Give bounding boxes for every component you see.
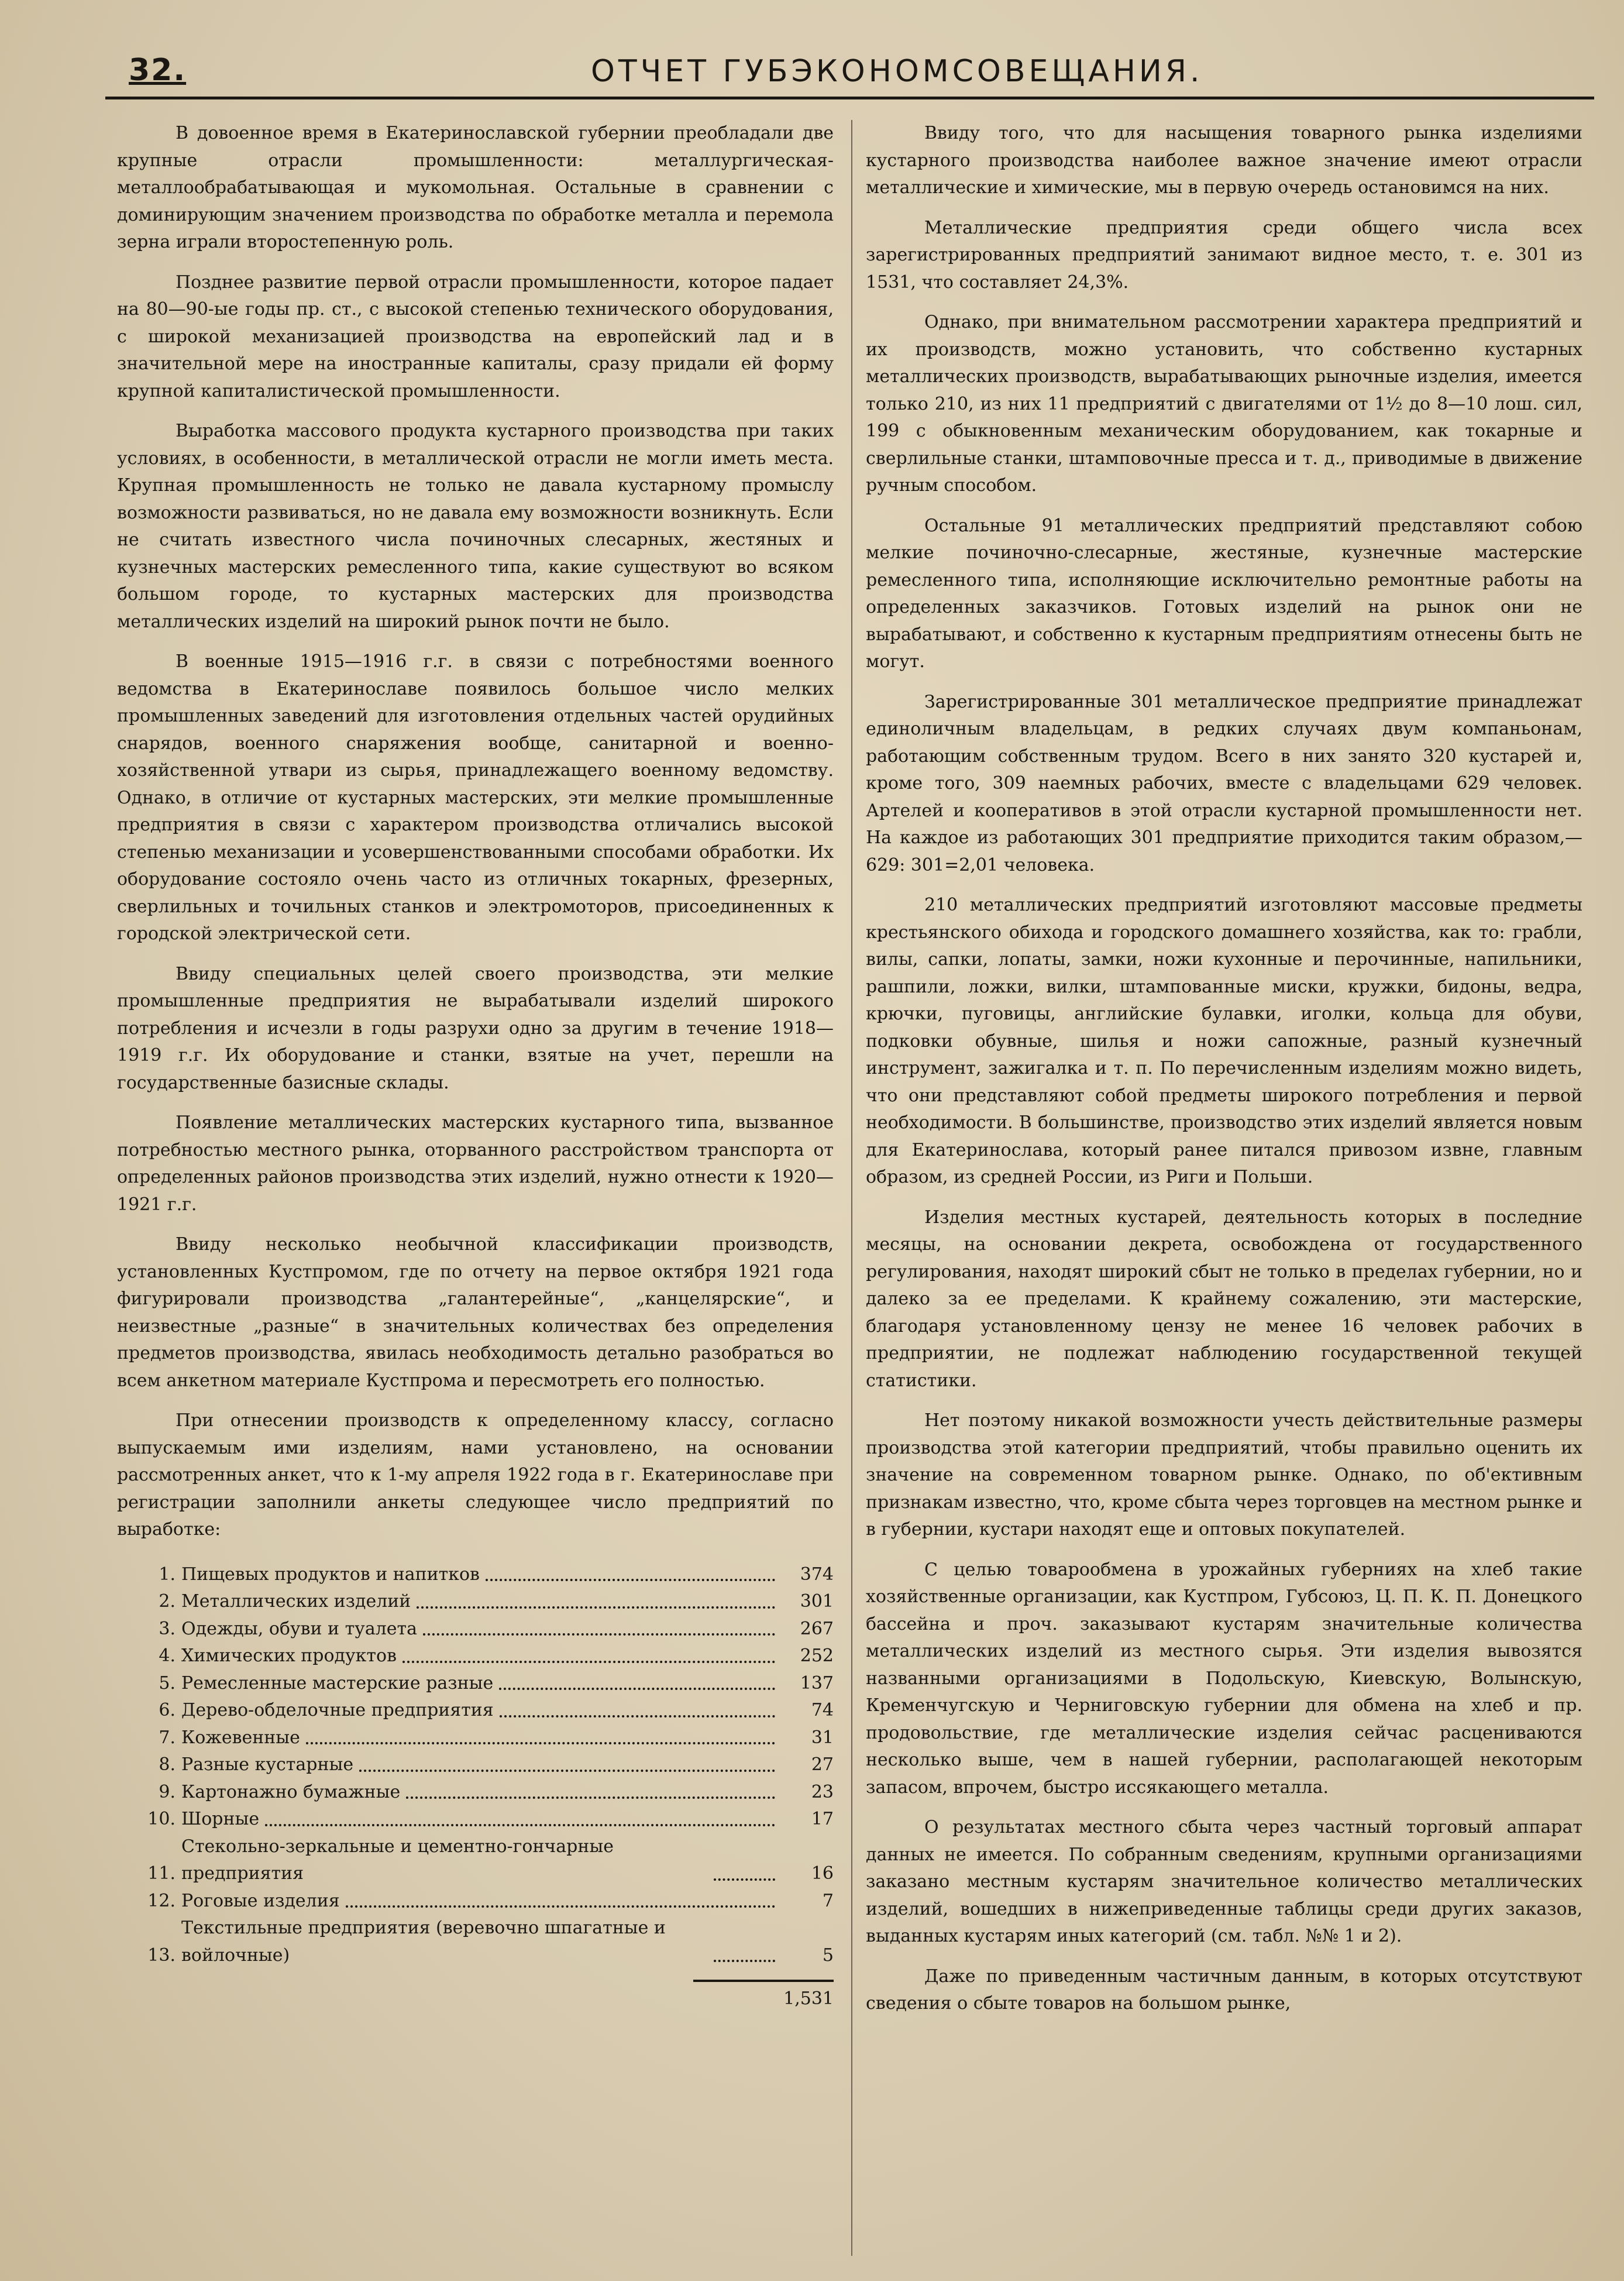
item-count: 31 (811, 1727, 834, 1748)
paragraph: Даже по приведенным частичным данным, в которых отсутствуют сведения о сбыте товаров на большом рынке, (866, 1966, 1582, 2014)
paragraph: 210 металлических предприятий изготовляют массовые предметы крестьянского обихода и городского домашнего хозяйства, как то: грабли, вилы, сапки, лопаты, замки, ножи кухонные и перочинные, напильники, рашпили, ложки, вилки, штампованные миски, кружки, бидоны, ведра, крючки, пуговицы, английские булавки, иголки, кольца для обуви, подковки обувные, шилья и ножи сапожные, разный кузнечный инструмент, зажигалка и т. п. По перечисленным изделиям можно видеть, что они представляют собой предметы широкого потребления и первой необходимости. В большинстве, производство этих изделий является новым для Екатеринослава, который ранее питался привозом извне, главным образом, из средней России, из Риги и Польши. (866, 895, 1582, 1187)
header-rule (105, 97, 1594, 99)
list-item (117, 1751, 834, 1779)
item-number: 3. (159, 1618, 176, 1639)
paragraph: Ввиду того, что для насыщения товарного рынка изделиями кустарного производства наиболее важное значение имеют отрасли металлические и химические, мы в первую очередь остановимся на них. (866, 123, 1582, 198)
list-item (117, 1725, 834, 1752)
item-count: 267 (800, 1618, 834, 1639)
dot-leader (714, 1960, 775, 1962)
item-number: 9. (159, 1781, 176, 1802)
list-item (117, 1670, 834, 1698)
item-name: Одежды, обуви и туалета (181, 1618, 417, 1639)
item-number: 13. (147, 1945, 176, 1966)
list-item (117, 1806, 834, 1833)
list-item (117, 1561, 834, 1589)
item-count: 17 (811, 1809, 834, 1829)
paragraph: В довоенное время в Екатеринославской губернии преобладали две крупные отрасли промышленности: металлургическая-металлообрабатывающая и мукомольная. Остальные в сравнении с доминирующим значением производства по обработке металла и перемола зерна играли второстепенную роль. (117, 123, 834, 252)
item-name: Пищевых продуктов и напитков (181, 1564, 480, 1585)
running-title: ОТЧЕТ ГУБЭКОНОМСОВЕЩАНИЯ. (591, 54, 1203, 89)
dot-leader (486, 1579, 775, 1581)
paragraph: С целью товарообмена в урожайных губерниях на хлеб такие хозяйственные организации, как Кустпром, Губсоюз, Ц. П. К. П. Донецкого бассейна и проч. заказывают кустарям значительные количества металлических изделий из местного сырья. Эти изделия вывозятся названными организациями в Подольскую, Киевскую, Волынскую, Кременчугскую и Черниговскую губернии для обмена на хлеб и пр. продовольствие, где металлические изделия сейчас расцениваются несколько выше, чем в нашей губернии, располагающей некоторым запасом, впрочем, быстро иссякающего металла. (866, 1559, 1582, 1798)
column-divider (851, 120, 852, 2256)
paragraph: Появление металлических мастерских кустарного типа, вызванное потребностью местного рынка, оторванного расстройством транспорта от определенных районов производства этих изделий, нужно отнести к 1920—1921 г.г. (117, 1112, 834, 1215)
item-number: 7. (159, 1727, 176, 1748)
item-name: Металлических изделий (181, 1591, 411, 1612)
dot-leader (265, 1824, 775, 1826)
list-item (117, 1588, 834, 1616)
item-count: 374 (800, 1564, 834, 1585)
paragraph: Зарегистрированные 301 металлическое предприятие принадлежат единоличным владельцам, в редких случаях двум компаньонам, работающим собственным трудом. Всего в них занято 320 кустарей и, кроме того, 309 наемных рабочих, вместе с владельцами 629 человек. Артелей и кооперативов в этой отрасли кустарной промышленности нет. На каждое из работающих 301 предприятие приходится таким образом,—629: 301=2,01 человека. (866, 691, 1582, 875)
dot-leader (359, 1770, 775, 1772)
item-count: 252 (800, 1646, 834, 1666)
item-count: 301 (800, 1591, 834, 1612)
dot-leader (417, 1606, 775, 1609)
paragraph: Позднее развитие первой отрасли промышленности, которое падает на 80—90-ые годы пр. ст., с высокой степенью технического оборудования, с широкой механизацией производства на европейский лад и в значительной мере на иностранные капиталы, сразу придали ей форму крупной капиталистической промышленности. (117, 272, 834, 401)
paragraph: В военные 1915—1916 г.г. в связи с потребностями военного ведомства в Екатеринославе появилось большое число мелких промышленных заведений для изготовления отдельных частей орудийных снарядов, военного снаряжения вообще, санитарной и военно-хозяйственной утвари из сырья, принадлежащего военному ведомству. Однако, в отличие от кустарных мастерских, эти мелкие промышленные предприятия в связи с характером производства отличались высокой степенью механизации и усовершенствованными способами обработки. Их оборудование состояло очень часто из отличных токарных, фрезерных, сверлильных и точильных станков и электромоторов, присоединенных к городской электрической сети. (117, 651, 834, 944)
item-number: 2. (159, 1591, 176, 1612)
item-name: Картонажно бумажные (181, 1781, 401, 1802)
item-name: Текстильные предприятия (веревочно шпагатные и войлочные) (181, 1918, 666, 1966)
dot-leader (346, 1905, 775, 1908)
item-name: Роговые изделия (181, 1890, 340, 1911)
paragraph: О результатах местного сбыта через частный торговый аппарат данных не имеется. По собранным сведениям, крупными организациями заказано местным кустарям значительное количество металлических изделий, вошедших в нижеприведенные таблицы среди других заказов, выданных кустарям иных категорий (см. табл. №№ 1 и 2). (866, 1817, 1582, 1946)
list-item (117, 1888, 834, 1915)
list-item (117, 1915, 834, 1969)
item-name: Разные кустарные (181, 1754, 354, 1775)
paragraph: Нет поэтому никакой возможности учесть действительные размеры производства этой категории предприятий, чтобы правильно оценить их значение на современном товарном рынке. Однако, по об'ективным признакам известно, что, кроме сбыта через торговцев на местном рынке и в губернии, кустари находят еще и оптовых покупателей. (866, 1410, 1582, 1540)
paragraph: Ввиду специальных целей своего производства, эти мелкие промышленные предприятия не вырабатывали изделий широкого потребления и исчезли в годы разрухи одно за другим в течение 1918—1919 г.г. Их оборудование и станки, взятые на учет, перешли на государственные базисные склады. (117, 963, 834, 1093)
item-count: 27 (811, 1754, 834, 1775)
item-name: Дерево-обделочные предприятия (181, 1700, 494, 1720)
total-rule (693, 1980, 834, 1982)
item-name: Ремесленные мастерские разные (181, 1672, 494, 1693)
dot-leader (402, 1661, 775, 1663)
list-item (117, 1616, 834, 1643)
list-total: 1,531 (783, 1988, 834, 2009)
dot-leader (499, 1688, 775, 1690)
paragraph: Металлические предприятия среди общего числа всех зарегистрированных предприятий занимают видное место, т. е. 301 из 1531, что составляет 24,3%. (866, 217, 1582, 293)
dot-leader (423, 1633, 775, 1636)
item-name: Шорные (181, 1809, 260, 1829)
paragraph: Однако, при внимательном рассмотрении характера предприятий и их производств, можно установить, что собственно кустарных металлических производств, вырабатывающих рыночные изделия, имеется только 210, из них 11 предприятий с двигателями от 1½ до 8—10 лош. сил, 199 с обыкновенным механическим оборудованием, как токарные и сверлильные станки, штамповочные пресса и т. д., приводимые в движение ручным способом. (866, 312, 1582, 496)
paragraph: Ввиду несколько необычной классификации производств, установленных Кустпромом, где по отчету на первое октября 1921 года фигурировали производства „галантерейные“, „канцелярские“, и неизвестные „разные“ в значительных количествах без определения предметов производства, явилась необходимость детально разобраться во всем анкетном материале Кустпрома и пересмотреть его полностью. (117, 1234, 834, 1391)
enterprise-count-list (117, 1561, 834, 1970)
item-number: 8. (159, 1754, 176, 1775)
right-column (866, 120, 1582, 2031)
item-number: 6. (159, 1700, 176, 1720)
item-count: 74 (811, 1700, 834, 1720)
dot-leader (714, 1878, 775, 1881)
dot-leader (500, 1715, 775, 1717)
dot-leader (306, 1742, 775, 1744)
list-item (117, 1779, 834, 1806)
item-count: 16 (811, 1863, 834, 1884)
item-count: 5 (822, 1945, 834, 1966)
item-count: 7 (822, 1890, 834, 1911)
item-number: 1. (159, 1564, 176, 1585)
item-name: Кожевенные (181, 1727, 300, 1748)
dot-leader (406, 1796, 775, 1799)
page-number: 32. (129, 53, 187, 88)
list-item (117, 1833, 834, 1888)
page-header (129, 53, 1585, 94)
left-column (117, 120, 834, 2013)
list-item (117, 1697, 834, 1725)
item-count: 23 (811, 1781, 834, 1802)
paragraph: Остальные 91 металлических предприятий представляют собою мелкие починочно-слесарные, жестяные, кузнечные мастерские ремесленного типа, исполняющие исключительно ремонтные работы на определенных заказчиков. Готовых изделий на рынок они не вырабатывают, и собственно к кустарным предприятиям отнесены быть не могут. (866, 515, 1582, 672)
item-number: 10. (147, 1809, 176, 1829)
item-number: 11. (147, 1863, 176, 1884)
item-count: 137 (800, 1672, 834, 1693)
list-item (117, 1643, 834, 1670)
item-name: Стекольно-зеркальные и цементно-гончарные предприятия (181, 1836, 614, 1884)
item-name: Химических продуктов (181, 1646, 397, 1666)
item-number: 4. (159, 1646, 176, 1666)
item-number: 5. (159, 1672, 176, 1693)
paragraph: Изделия местных кустарей, деятельность которых в последние месяцы, на основании декрета, освобождена от государственного регулирования, находят широкий сбыт не только в пределах губернии, но и далеко за ее пределами. К крайнему сожалению, эти мастерские, благодаря установленному цензу не менее 16 человек рабочих в предприятии, не подлежат наблюдению государственной текущей статистики. (866, 1207, 1582, 1391)
paragraph: Выработка массового продукта кустарного производства при таких условиях, в особенности, в металлической отрасли не могли иметь места. Крупная промышленность не только не давала кустарному промыслу возможности развиваться, но не давала ему возможности возникнуть. Если не считать известного числа починочных слесарных, жестяных и кузнечных мастерских ремесленного типа, какие существуют во всяком большом городе, то кустарных мастерских для производства металлических изделий на широкий рынок почти не было. (117, 421, 834, 632)
item-number: 12. (147, 1890, 176, 1911)
paragraph: При отнесении производств к определенному классу, согласно выпускаемым ими изделиям, нами установлено, на основании рассмотренных анкет, что к 1-му апреля 1922 года в г. Екатеринославе при регистрации заполнили анкеты следующее число предприятий по выработке: (117, 1410, 834, 1540)
